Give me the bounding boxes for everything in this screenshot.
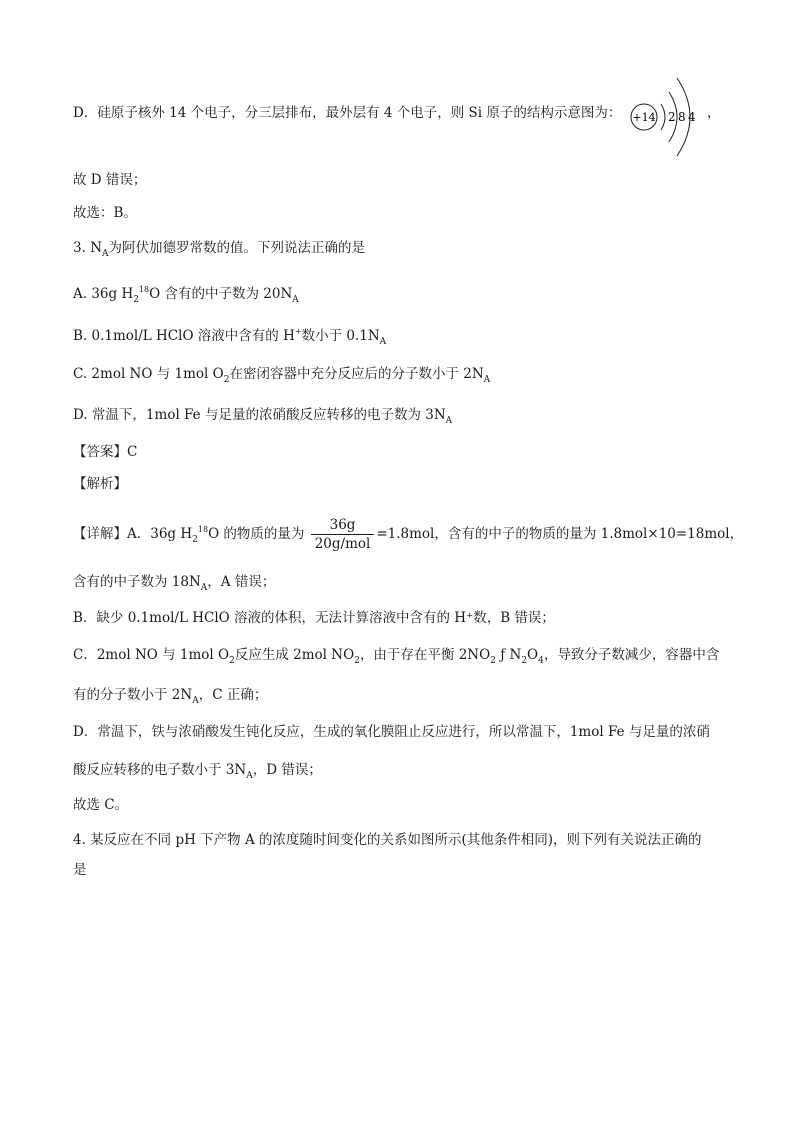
q3-number: 3. <box>73 240 86 256</box>
o4-subscript: 4 <box>538 656 544 666</box>
detail-c-text-4: ，导致分子数减少，容器中含 <box>543 647 720 663</box>
o-symbol: O <box>527 647 539 663</box>
q3-option-a <box>73 280 299 310</box>
na-subscript: A <box>102 249 109 259</box>
detail-c-text-2: 反应生成 2mol NO <box>234 647 355 663</box>
option-d-text: D．硅原子核外 14 个电子，分三层排布，最外层有 4 个电子，则 Si 原子的结构示意图为： <box>73 105 622 121</box>
molar-fraction <box>311 517 375 552</box>
na-subscript: A <box>379 337 387 347</box>
option-b-text-2: 数小于 0.1N <box>301 328 380 344</box>
q3-option-c <box>73 364 490 390</box>
analysis-heading: 【解析】 <box>73 476 127 492</box>
fraction-denominator: 20g/mol <box>314 536 371 552</box>
option-a-text: A. 36g H <box>73 286 134 302</box>
detail-a2-text: 含有的中子数为 18N <box>73 574 201 590</box>
q3-option-d <box>73 405 452 431</box>
no2-subscript: 2 <box>354 656 360 666</box>
na-symbol: N <box>90 240 102 256</box>
detail-c-text-3: ，由于存在平衡 2NO <box>359 647 491 663</box>
option-d-suffix: ， <box>707 105 721 121</box>
o18-superscript: 18 <box>197 525 209 534</box>
si-atom-structure-diagram <box>627 74 707 160</box>
detail-a-text-3: =1.8mol，含有的中子的物质的量为 1.8mol×10=18mol， <box>376 526 744 542</box>
n2-subscript: 2 <box>521 656 528 666</box>
q3-stem <box>73 238 365 264</box>
detail-choose-c: 故选 C。 <box>73 797 129 813</box>
fraction-numerator: 36g <box>311 517 375 535</box>
na-subscript: A <box>483 375 491 385</box>
h2-subscript: 2 <box>192 535 198 545</box>
shell-2-electrons: 8 <box>678 110 686 124</box>
detail-a-text-2: O 的物质的量为 <box>208 526 305 542</box>
option-d-si-structure <box>73 103 621 123</box>
conclusion-choose-b: 故选：B。 <box>73 205 137 221</box>
q3-option-b <box>73 322 386 352</box>
na-subscript: A <box>292 295 299 305</box>
q4-stem-line-1: 4. 某反应在不同 pH 下产物 A 的浓度随时间变化的关系如图所示(其他条件相同)，则下列有关说法正确的 <box>73 832 702 848</box>
option-a-text-2: O 含有的中子数为 20N <box>149 286 293 302</box>
h2-subscript: 2 <box>133 295 139 305</box>
detail-a-text: 【详解】A．36g H <box>73 526 193 542</box>
o2-subscript: 2 <box>223 375 230 385</box>
option-b-text: B. 0.1mol/L HClO 溶液中含有的 H <box>73 328 295 344</box>
detail-a2-text-2: ，A 错误； <box>207 574 276 590</box>
nucleus-charge: +14 <box>632 111 656 124</box>
q3-stem-text: 为阿伏加德罗常数的值。下列说法正确的是 <box>108 240 365 256</box>
option-c-text-2: 在密闭容器中充分反应后的分子数小于 2N <box>229 366 484 382</box>
detail-d-line: D．常温下，铁与浓硝酸发生钝化反应，生成的氧化膜阻止反应进行，所以常温下，1mol Fe 与足量的浓硝 <box>73 724 710 740</box>
na-subscript: A <box>445 416 453 426</box>
shell-arc-1 <box>661 104 665 130</box>
equilibrium-symbol: ƒ N <box>495 647 522 663</box>
option-c-text: C. 2mol NO 与 1mol O <box>73 366 224 382</box>
detail-c2-text: 有的分子数小于 2N <box>73 687 193 703</box>
answer-line: 【答案】C <box>73 444 138 460</box>
shell-3-electrons: 4 <box>688 110 696 124</box>
q4-stem-line-2: 是 <box>73 862 87 878</box>
detail-a-line <box>73 512 743 558</box>
na-subscript: A <box>192 696 199 706</box>
detail-b-line: B．缺少 0.1mol/L HClO 溶液的体积，无法计算溶液中含有的 H⁺数，B 错误； <box>73 610 555 626</box>
detail-c2-text-2: ，C 正确； <box>198 687 268 703</box>
no2-subscript-2: 2 <box>490 656 496 666</box>
detail-c-line <box>73 645 719 671</box>
detail-d2-text: 酸反应转移的电子数小于 3N <box>73 762 247 778</box>
option-d-text: D. 常温下，1mol Fe 与足量的浓硝酸反应转移的电子数为 3N <box>73 407 446 423</box>
o2-subscript: 2 <box>229 656 235 666</box>
na-subscript: A <box>200 583 208 593</box>
h-plus-superscript: + <box>294 327 302 336</box>
detail-d2-text-2: ，D 错误； <box>252 762 322 778</box>
detail-c-text: C．2mol NO 与 1mol O <box>73 647 230 663</box>
detail-d-line-2 <box>73 760 322 786</box>
shell-1-electrons: 2 <box>668 110 676 124</box>
na-subscript: A <box>246 771 253 781</box>
detail-c-line-2 <box>73 685 267 711</box>
o18-superscript: 18 <box>138 285 150 294</box>
conclusion-d-wrong: 故 D 错误； <box>73 172 147 188</box>
detail-a-line-2 <box>73 572 275 598</box>
